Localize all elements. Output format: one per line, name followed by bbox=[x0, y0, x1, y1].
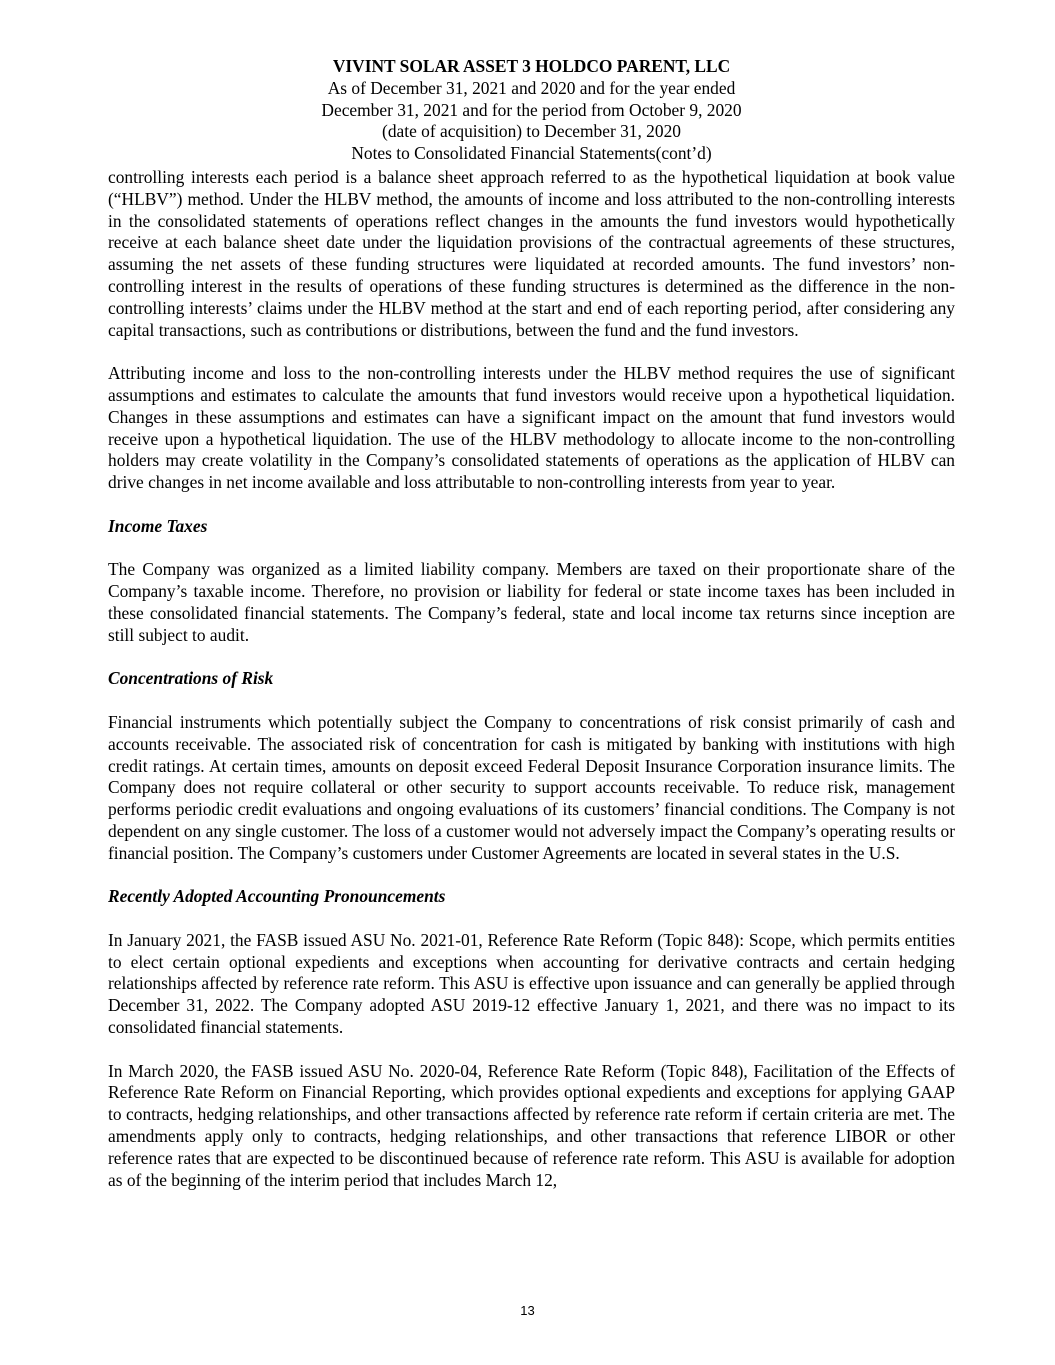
income-taxes-heading: Income Taxes bbox=[108, 515, 208, 536]
header-period-line-3: (date of acquisition) to December 31, 2020 bbox=[382, 121, 681, 142]
concentrations-of-risk-paragraph: Financial instruments which potentially subject the Company to concentrations of risk consist primarily of cash and accounts receivable. The associated risk of concentration for cash is mitigated by banking with institutions with high credit ratings. At certain times, amounts on deposit exceed Federal Deposit Insurance Corporation insurance limits. The Company does not require collateral or other security to support accounts receivable. To reduce risk, management performs periodic credit evaluations and ongoing evaluations of its customers’ financial conditions. The Company is not dependent on any single customer. The loss of a customer would not adversely impact the Company’s operating results or financial position. The Company’s customers under Customer Agreements are located in several states in the U.S. bbox=[108, 711, 955, 863]
page-number: 13 bbox=[520, 1303, 535, 1318]
header-period-line-1: As of December 31, 2021 and 2020 and for the year ended bbox=[327, 77, 736, 98]
pronouncements-paragraph-1: In January 2021, the FASB issued ASU No. 2021-01, Reference Rate Reform (Topic 848): Scope, which permits entities to elect certain optional expedients and exceptions when accounting for derivative contracts and certain hedging relationships affected by reference rate reform. This ASU is effective upon issuance and can generally be applied through December 31, 2022. The Company adopted ASU 2019-12 effective January 1, 2021, and there was no impact to its consolidated financial statements. bbox=[108, 929, 955, 1038]
recently-adopted-pronouncements-heading: Recently Adopted Accounting Pronouncements bbox=[108, 886, 446, 907]
document-page bbox=[108, 56, 955, 1213]
header-notes-title: Notes to Consolidated Financial Statements(cont’d) bbox=[351, 143, 712, 164]
hlbv-paragraph-2: Attributing income and loss to the non-controlling interests under the HLBV method requires the use of significant assumptions and estimates to calculate the amounts that fund investors would receive upon a hypothetical liquidation. Changes in these assumptions and estimates can have a significant impact on the amount that fund investors would receive upon a hypothetical liquidation. The use of the HLBV methodology to allocate income to the non-controlling holders may create volatility in the Company’s consolidated statements of operations as the application of HLBV can drive changes in net income available and loss attributable to non-controlling interests from year to year. bbox=[108, 363, 955, 493]
header-period-line-2: December 31, 2021 and for the period from October 9, 2020 bbox=[321, 99, 742, 120]
concentrations-of-risk-heading: Concentrations of Risk bbox=[108, 668, 274, 689]
company-name: VIVINT SOLAR ASSET 3 HOLDCO PARENT, LLC bbox=[332, 56, 731, 76]
pronouncements-paragraph-2: In March 2020, the FASB issued ASU No. 2020-04, Reference Rate Reform (Topic 848), Facilitation of the Effects of Reference Rate Reform on Financial Reporting, which provides optional expedients and exceptions for applying GAAP to contracts, hedging relationships, and other transactions affected by reference rate reform if certain criteria are met. The amendments apply only to contracts, hedging relationships, and other transactions that reference LIBOR or other reference rates that are expected to be discontinued because of reference rate reform. This ASU is available for adoption as of the beginning of the interim period that includes March 12, bbox=[108, 1060, 955, 1190]
hlbv-paragraph-1: controlling interests each period is a balance sheet approach referred to as the hypothetical liquidation at book value (“HLBV”) method. Under the HLBV method, the amounts of income and loss attributed to the non-controlling interests in the consolidated statements of operations reflect changes in the amounts the fund investors would hypothetically receive at each balance sheet date under the liquidation provisions of the contractual agreements of these structures, assuming the net assets of these funding structures were liquidated at recorded amounts. The fund investors’ non-controlling interest in the results of operations of these funding structures is determined as the difference in the non-controlling interests’ claims under the HLBV method at the start and end of each reporting period, after considering any capital transactions, such as contributions or distributions, between the fund and the fund investors. bbox=[108, 166, 955, 340]
income-taxes-paragraph: The Company was organized as a limited liability company. Members are taxed on their proportionate share of the Company’s taxable income. Therefore, no provision or liability for federal or state income taxes has been included in these consolidated financial statements. The Company’s federal, state and local income tax returns since inception are still subject to audit. bbox=[108, 559, 955, 645]
document-header bbox=[108, 56, 955, 165]
